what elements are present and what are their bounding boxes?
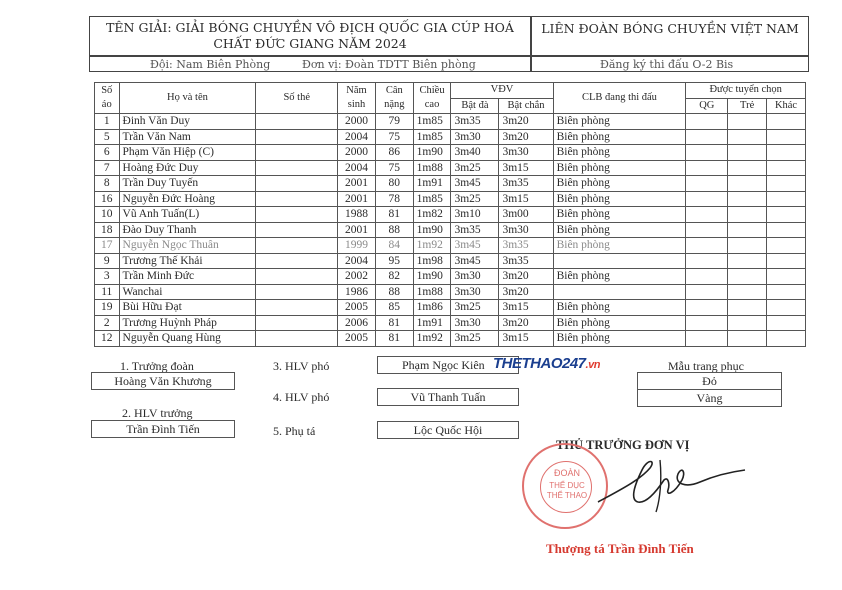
leader-name: Hoàng Văn Khương xyxy=(91,372,235,390)
other-cell xyxy=(767,315,806,331)
spike-reach-cell: 3m35 xyxy=(451,222,499,238)
height-cell: 1m85 xyxy=(413,114,451,130)
block-reach-cell: 3m20 xyxy=(499,284,553,300)
card-number-cell xyxy=(256,160,338,176)
height-cell: 1m85 xyxy=(413,129,451,145)
assistant1-label: 3. HLV phó xyxy=(273,359,330,373)
head-coach-name: Trần Đình Tiến xyxy=(91,420,235,438)
qg-cell xyxy=(686,222,728,238)
spike-reach-cell: 3m35 xyxy=(451,114,499,130)
spike-reach-cell: 3m40 xyxy=(451,145,499,161)
card-number-cell xyxy=(256,331,338,347)
card-number-cell xyxy=(256,176,338,192)
youth-cell xyxy=(728,315,767,331)
height-cell: 1m90 xyxy=(413,269,451,285)
qg-cell xyxy=(686,315,728,331)
player-name-cell: Trần Minh Đức xyxy=(119,269,256,285)
other-cell xyxy=(767,253,806,269)
header-height: Chiều cao xyxy=(413,83,451,114)
player-name-cell: Trương Thế Khải xyxy=(119,253,256,269)
aide-name: Lộc Quốc Hội xyxy=(377,421,519,439)
height-cell: 1m82 xyxy=(413,207,451,223)
height-cell: 1m88 xyxy=(413,284,451,300)
table-row xyxy=(95,269,806,285)
block-reach-cell: 3m15 xyxy=(499,191,553,207)
table-row xyxy=(95,222,806,238)
qg-cell xyxy=(686,145,728,161)
height-cell: 1m86 xyxy=(413,300,451,316)
table-row xyxy=(95,191,806,207)
shirt-number-cell: 18 xyxy=(95,222,120,238)
weight-cell: 81 xyxy=(375,331,413,347)
height-cell: 1m91 xyxy=(413,176,451,192)
weight-cell: 81 xyxy=(375,315,413,331)
spike-reach-cell: 3m25 xyxy=(451,331,499,347)
header-youth: Trẻ xyxy=(728,98,767,114)
header-other: Khác xyxy=(767,98,806,114)
club-cell: Biên phòng xyxy=(553,222,686,238)
height-cell: 1m90 xyxy=(413,222,451,238)
block-reach-cell: 3m20 xyxy=(499,129,553,145)
other-cell xyxy=(767,145,806,161)
signer-name: Thượng tá Trần Đình Tiến xyxy=(546,541,694,556)
spike-reach-cell: 3m30 xyxy=(451,315,499,331)
birth-year-cell: 2004 xyxy=(338,160,376,176)
card-number-cell xyxy=(256,269,338,285)
other-cell xyxy=(767,207,806,223)
shirt-number-cell: 1 xyxy=(95,114,120,130)
other-cell xyxy=(767,222,806,238)
header-card: Số thẻ xyxy=(256,83,338,114)
other-cell xyxy=(767,114,806,130)
tournament-title-line2: CHẤT ĐỨC GIANG NĂM 2024 xyxy=(213,36,407,51)
table-row xyxy=(95,129,806,145)
weight-cell: 95 xyxy=(375,253,413,269)
height-cell: 1m92 xyxy=(413,331,451,347)
youth-cell xyxy=(728,114,767,130)
shirt-number-cell: 19 xyxy=(95,300,120,316)
youth-cell xyxy=(728,269,767,285)
block-reach-cell: 3m20 xyxy=(499,315,553,331)
card-number-cell xyxy=(256,238,338,254)
tournament-title-line1: TÊN GIẢI: GIẢI BÓNG CHUYỀN VÔ ĐỊCH QUỐC GIA CÚP HOÁ xyxy=(106,20,514,35)
player-name-cell: Nguyễn Ngọc Thuân xyxy=(119,238,256,254)
club-cell: Biên phòng xyxy=(553,300,686,316)
qg-cell xyxy=(686,114,728,130)
table-row xyxy=(95,114,806,130)
qg-cell xyxy=(686,207,728,223)
height-cell: 1m90 xyxy=(413,145,451,161)
table-row xyxy=(95,300,806,316)
weight-cell: 81 xyxy=(375,207,413,223)
header-vdv: VĐV xyxy=(451,83,553,99)
birth-year-cell: 2006 xyxy=(338,315,376,331)
youth-cell xyxy=(728,331,767,347)
block-reach-cell: 3m30 xyxy=(499,222,553,238)
form-code: Đăng ký thi đấu O-2 Bis xyxy=(600,58,734,71)
birth-year-cell: 2001 xyxy=(338,191,376,207)
shirt-number-cell: 10 xyxy=(95,207,120,223)
card-number-cell xyxy=(256,129,338,145)
qg-cell xyxy=(686,238,728,254)
shirt-number-cell: 6 xyxy=(95,145,120,161)
roster-table xyxy=(94,82,806,347)
spike-reach-cell: 3m30 xyxy=(451,269,499,285)
club-cell: Biên phòng xyxy=(553,238,686,254)
youth-cell xyxy=(728,300,767,316)
youth-cell xyxy=(728,284,767,300)
head-coach-label: 2. HLV trưởng xyxy=(122,406,193,420)
weight-cell: 82 xyxy=(375,269,413,285)
assistant2-label: 4. HLV phó xyxy=(273,390,330,404)
header-year: Năm sinh xyxy=(338,83,376,114)
card-number-cell xyxy=(256,284,338,300)
qg-cell xyxy=(686,160,728,176)
spike-reach-cell: 3m45 xyxy=(451,176,499,192)
weight-cell: 75 xyxy=(375,129,413,145)
player-name-cell: Wanchai xyxy=(119,284,256,300)
weight-cell: 84 xyxy=(375,238,413,254)
club-cell: Biên phòng xyxy=(553,269,686,285)
player-name-cell: Trần Văn Nam xyxy=(119,129,256,145)
other-cell xyxy=(767,238,806,254)
youth-cell xyxy=(728,222,767,238)
weight-cell: 78 xyxy=(375,191,413,207)
stamp-text-2: THỂ DỤC xyxy=(549,481,585,490)
shirt-number-cell: 8 xyxy=(95,176,120,192)
shirt-number-cell: 9 xyxy=(95,253,120,269)
block-reach-cell: 3m15 xyxy=(499,331,553,347)
weight-cell: 85 xyxy=(375,300,413,316)
birth-year-cell: 2001 xyxy=(338,176,376,192)
youth-cell xyxy=(728,160,767,176)
shirt-number-cell: 7 xyxy=(95,160,120,176)
birth-year-cell: 2004 xyxy=(338,129,376,145)
club-cell: Biên phòng xyxy=(553,160,686,176)
height-cell: 1m98 xyxy=(413,253,451,269)
card-number-cell xyxy=(256,300,338,316)
shirt-number-cell: 2 xyxy=(95,315,120,331)
youth-cell xyxy=(728,207,767,223)
block-reach-cell: 3m15 xyxy=(499,160,553,176)
birth-year-cell: 1988 xyxy=(338,207,376,223)
shirt-number-cell: 12 xyxy=(95,331,120,347)
other-cell xyxy=(767,300,806,316)
header-name: Họ và tên xyxy=(119,83,256,114)
birth-year-cell: 2002 xyxy=(338,269,376,285)
spike-reach-cell: 3m45 xyxy=(451,253,499,269)
handwritten-signature xyxy=(590,450,750,520)
qg-cell xyxy=(686,284,728,300)
table-row xyxy=(95,238,806,254)
other-cell xyxy=(767,191,806,207)
birth-year-cell: 2001 xyxy=(338,222,376,238)
table-row xyxy=(95,160,806,176)
uniform-color-2: Vàng xyxy=(637,389,782,407)
youth-cell xyxy=(728,238,767,254)
spike-reach-cell: 3m10 xyxy=(451,207,499,223)
other-cell xyxy=(767,331,806,347)
youth-cell xyxy=(728,145,767,161)
weight-cell: 80 xyxy=(375,176,413,192)
qg-cell xyxy=(686,176,728,192)
block-reach-cell: 3m15 xyxy=(499,300,553,316)
club-cell xyxy=(553,253,686,269)
club-cell: Biên phòng xyxy=(553,129,686,145)
block-reach-cell: 3m35 xyxy=(499,253,553,269)
birth-year-cell: 1999 xyxy=(338,238,376,254)
card-number-cell xyxy=(256,191,338,207)
signature-title: THỦ TRƯỞNG ĐƠN VỊ xyxy=(556,438,690,452)
qg-cell xyxy=(686,191,728,207)
height-cell: 1m91 xyxy=(413,315,451,331)
header-spike: Bật đà xyxy=(451,98,499,114)
table-row xyxy=(95,253,806,269)
header-weight: Cân nặng xyxy=(375,83,413,114)
header-qg: QG xyxy=(686,98,728,114)
birth-year-cell: 2005 xyxy=(338,331,376,347)
block-reach-cell: 3m35 xyxy=(499,238,553,254)
card-number-cell xyxy=(256,222,338,238)
youth-cell xyxy=(728,129,767,145)
birth-year-cell: 2000 xyxy=(338,145,376,161)
block-reach-cell: 3m00 xyxy=(499,207,553,223)
federation-name: LIÊN ĐOÀN BÓNG CHUYỀN VIỆT NAM xyxy=(541,21,799,36)
player-name-cell: Hoàng Đức Duy xyxy=(119,160,256,176)
card-number-cell xyxy=(256,315,338,331)
shirt-number-cell: 5 xyxy=(95,129,120,145)
leader-label: 1. Trưởng đoàn xyxy=(120,359,194,373)
assistant2-name: Vũ Thanh Tuấn xyxy=(377,388,519,406)
table-row xyxy=(95,331,806,347)
table-row xyxy=(95,315,806,331)
other-cell xyxy=(767,160,806,176)
table-row xyxy=(95,176,806,192)
weight-cell: 79 xyxy=(375,114,413,130)
youth-cell xyxy=(728,253,767,269)
shirt-number-cell: 16 xyxy=(95,191,120,207)
spike-reach-cell: 3m25 xyxy=(451,160,499,176)
birth-year-cell: 2000 xyxy=(338,114,376,130)
birth-year-cell: 1986 xyxy=(338,284,376,300)
player-name-cell: Nguyễn Đức Hoàng xyxy=(119,191,256,207)
height-cell: 1m92 xyxy=(413,238,451,254)
qg-cell xyxy=(686,129,728,145)
player-name-cell: Trần Duy Tuyến xyxy=(119,176,256,192)
height-cell: 1m85 xyxy=(413,191,451,207)
spike-reach-cell: 3m25 xyxy=(451,300,499,316)
block-reach-cell: 3m20 xyxy=(499,269,553,285)
player-name-cell: Vũ Anh Tuấn(L) xyxy=(119,207,256,223)
player-name-cell: Bùi Hữu Đạt xyxy=(119,300,256,316)
table-row xyxy=(95,284,806,300)
club-cell: Biên phòng xyxy=(553,176,686,192)
shirt-number-cell: 11 xyxy=(95,284,120,300)
club-cell xyxy=(553,284,686,300)
block-reach-cell: 3m20 xyxy=(499,114,553,130)
club-cell: Biên phòng xyxy=(553,207,686,223)
qg-cell xyxy=(686,331,728,347)
weight-cell: 86 xyxy=(375,145,413,161)
card-number-cell xyxy=(256,145,338,161)
card-number-cell xyxy=(256,114,338,130)
birth-year-cell: 2005 xyxy=(338,300,376,316)
uniform-color-1: Đỏ xyxy=(637,372,782,390)
player-name-cell: Nguyễn Quang Hùng xyxy=(119,331,256,347)
weight-cell: 88 xyxy=(375,284,413,300)
qg-cell xyxy=(686,253,728,269)
player-name-cell: Đinh Văn Duy xyxy=(119,114,256,130)
header-selection: Được tuyển chọn xyxy=(686,83,806,99)
header-club: CLB đang thi đấu xyxy=(553,83,686,114)
youth-cell xyxy=(728,191,767,207)
assistant1-name-text: Phạm Ngọc Kiên xyxy=(402,358,485,372)
watermark-brand: THETHAO247 xyxy=(493,355,586,372)
spike-reach-cell: 3m25 xyxy=(451,191,499,207)
weight-cell: 88 xyxy=(375,222,413,238)
spike-reach-cell: 3m45 xyxy=(451,238,499,254)
weight-cell: 75 xyxy=(375,160,413,176)
club-cell: Biên phòng xyxy=(553,331,686,347)
height-cell: 1m88 xyxy=(413,160,451,176)
youth-cell xyxy=(728,176,767,192)
birth-year-cell: 2004 xyxy=(338,253,376,269)
club-cell: Biên phòng xyxy=(553,315,686,331)
unit-name: Đơn vị: Đoàn TDTT Biên phòng xyxy=(302,58,476,71)
qg-cell xyxy=(686,269,728,285)
roster-body xyxy=(95,114,806,347)
team-name: Đội: Nam Biên Phòng xyxy=(150,58,271,71)
player-name-cell: Đào Duy Thanh xyxy=(119,222,256,238)
block-reach-cell: 3m35 xyxy=(499,176,553,192)
spike-reach-cell: 3m30 xyxy=(451,129,499,145)
header-block: Bật chắn xyxy=(499,98,553,114)
shirt-number-cell: 3 xyxy=(95,269,120,285)
aide-label: 5. Phụ tá xyxy=(273,424,316,438)
stamp-text-3: THỂ THAO xyxy=(546,491,588,500)
qg-cell xyxy=(686,300,728,316)
spike-reach-cell: 3m30 xyxy=(451,284,499,300)
other-cell xyxy=(767,284,806,300)
watermark-suffix: .vn xyxy=(585,359,600,371)
other-cell xyxy=(767,269,806,285)
player-name-cell: Phạm Văn Hiệp (C) xyxy=(119,145,256,161)
club-cell: Biên phòng xyxy=(553,145,686,161)
card-number-cell xyxy=(256,207,338,223)
shirt-number-cell: 17 xyxy=(95,238,120,254)
club-cell: Biên phòng xyxy=(553,114,686,130)
other-cell xyxy=(767,176,806,192)
card-number-cell xyxy=(256,253,338,269)
block-reach-cell: 3m30 xyxy=(499,145,553,161)
table-row xyxy=(95,145,806,161)
stamp-text-1: ĐOÀN xyxy=(553,468,580,478)
other-cell xyxy=(767,129,806,145)
header-shirt: Số áo xyxy=(95,83,120,114)
table-row xyxy=(95,207,806,223)
club-cell: Biên phòng xyxy=(553,191,686,207)
player-name-cell: Trương Huỳnh Pháp xyxy=(119,315,256,331)
uniform-label: Mẫu trang phục xyxy=(668,359,744,373)
watermark-logo xyxy=(493,355,600,372)
